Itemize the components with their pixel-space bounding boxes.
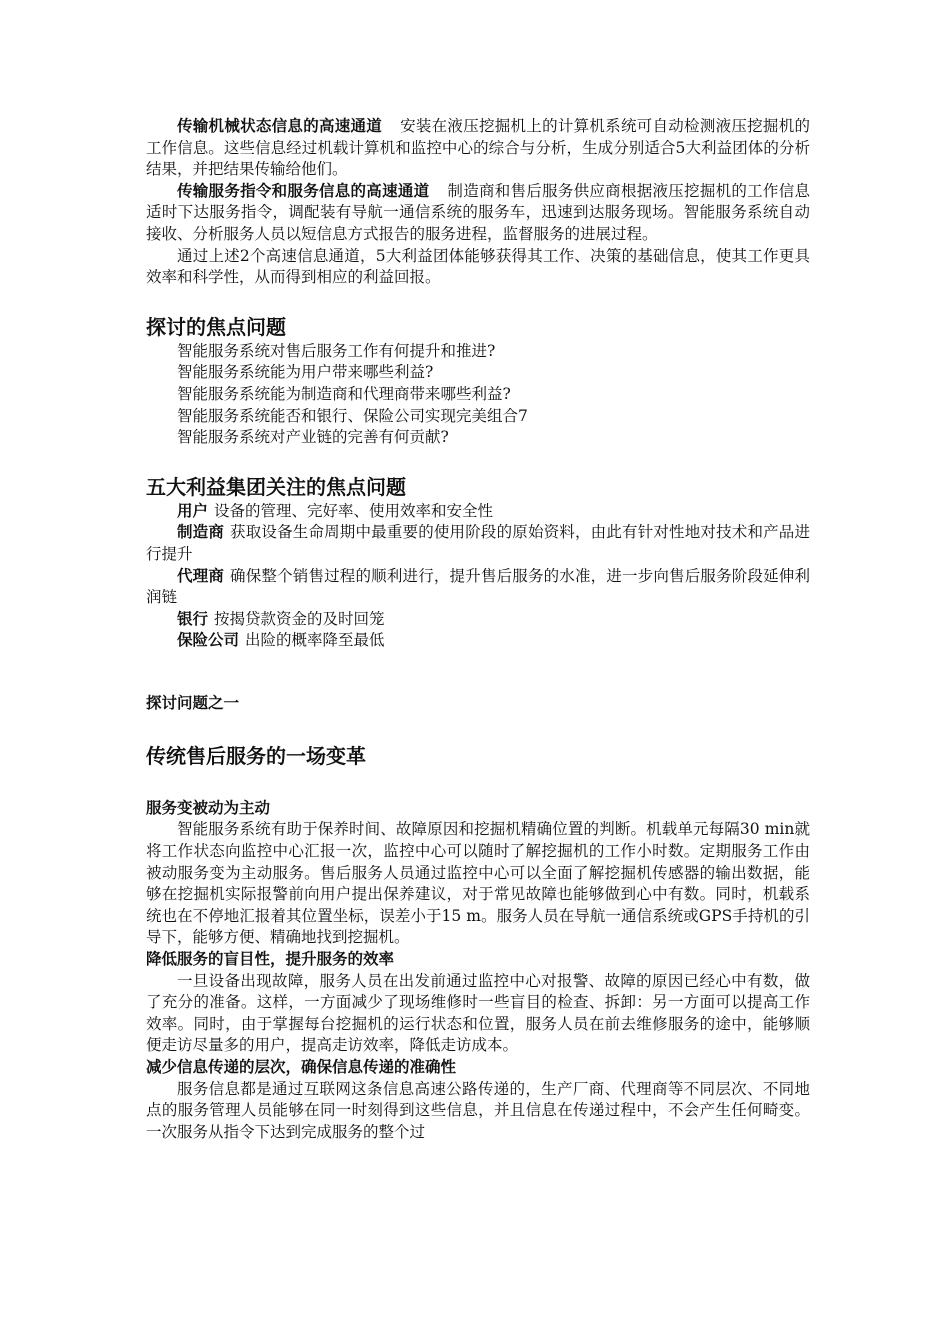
document-page (146, 116, 810, 1143)
intro-lead-2: 传输服务指令和服务信息的高速通道 (177, 181, 430, 200)
section-heading-2: 降低服务的盲目性，提升服务的效率 (146, 950, 395, 969)
group-item-agent: 代理商 确保整个销售过程的顺利进行，提升售后服务的水准，进一步向售后服务阶段延伸利润链 (146, 566, 810, 607)
focus-question: 智能服务系统能为用户带来哪些利益? (177, 363, 434, 382)
intro-paragraph-2 (146, 181, 810, 246)
section-text-3: 服务信息都是通过互联网这条信息高速公路传递的，生产厂商、代理商等不同层次、不同地点的服务管理人员能够在同一时刻得到这些信息，并且信息在传递过程中，不会产生任何畸变。一次服务从指令下达到完成服务的整个过 (146, 1079, 810, 1141)
topic-title: 传统售后服务的一场变革 (146, 743, 366, 768)
section-text-1: 智能服务系统有助于保养时间、故障原因和挖掘机精确位置的判断。机载单元每隔30 min就将工作状态向监控中心汇报一次，监控中心可以随时了解挖掘机的工作小时数。定期服务工作由被动服务变为主动服务。售后服务人员通过监控中心可以全面了解挖掘机传感器的输出数据，能够在挖掘机实际报警前向用户提出保养建议，对于常见故障也能够做到心中有数。同时，机载系统也在不停地汇报着其位置坐标，误差小于15 m。服务人员在导航一通信系统或GPS手持机的引导下，能够方便、精确地找到挖掘机。 (146, 820, 810, 947)
focus-question: 智能服务系统对产业链的完善有何贡献? (177, 428, 449, 447)
focus-title: 探讨的焦点问题 (146, 314, 286, 339)
intro-paragraph-1 (146, 116, 810, 181)
groups-title: 五大利益集团关注的焦点问题 (146, 474, 406, 499)
intro-paragraph-3: 通过上述2个高速信息通道，5大利益团体能够获得其工作、决策的基础信息，使其工作更具效率和科学性，从而得到相应的利益回报。 (146, 246, 810, 287)
group-item-bank: 银行 按揭贷款资金的及时回笼 (177, 609, 385, 628)
group-item-manufacturer: 制造商 获取设备生命周期中最重要的使用阶段的原始资料，由此有针对性地对技术和产品进行提升 (146, 523, 810, 563)
group-item-user: 用户 设备的管理、完好率、使用效率和安全性 (177, 501, 494, 520)
intro-text-2: 制造商和售后服务供应商根据液压挖掘机的工作信息适时下达服务指令，调配装有导航一通信系统的服务车，迅速到达服务现场。智能服务系统自动接收、分析服务人员以短信息方式报告的服务进程，监督服务的进展过程。 (146, 181, 810, 243)
section-heading-3: 减少信息传递的层次，确保信息传递的准确性 (146, 1058, 457, 1076)
intro-lead-1: 传输机械状态信息的高速通道 (177, 117, 383, 135)
intro-text-1: 安装在液压挖掘机上的计算机系统可自动检测液压挖掘机的工作信息。这些信息经过机载计算机和监控中心的综合与分析，生成分别适合5大利益团体的分析结果，并把结果传输给他们。 (146, 117, 810, 179)
section-heading-1: 服务变被动为主动 (146, 798, 271, 817)
focus-question: 智能服务系统对售后服务工作有何提升和推进? (177, 341, 496, 360)
group-item-insurance: 保险公司 出险的概率降至最低 (177, 631, 385, 650)
focus-question: 智能服务系统能否和银行、保险公司实现完美组合7 (177, 406, 528, 425)
section-text-2: 一旦设备出现故障，服务人员在出发前通过监控中心对报警、故障的原因已经心中有数，做了充分的准备。这样，一方面减少了现场维修时一些盲目的检查、拆卸：另一方面可以提高工作效率。同时，由于掌握每台挖掘机的运行状态和位置，服务人员在前去维修服务的途中，能够顺便走访尽量多的用户，提高走访效率，降低走访成本。 (146, 971, 810, 1055)
topic-label: 探讨问题之一 (146, 693, 240, 712)
focus-question: 智能服务系统能为制造商和代理商带来哪些利益? (177, 384, 511, 403)
